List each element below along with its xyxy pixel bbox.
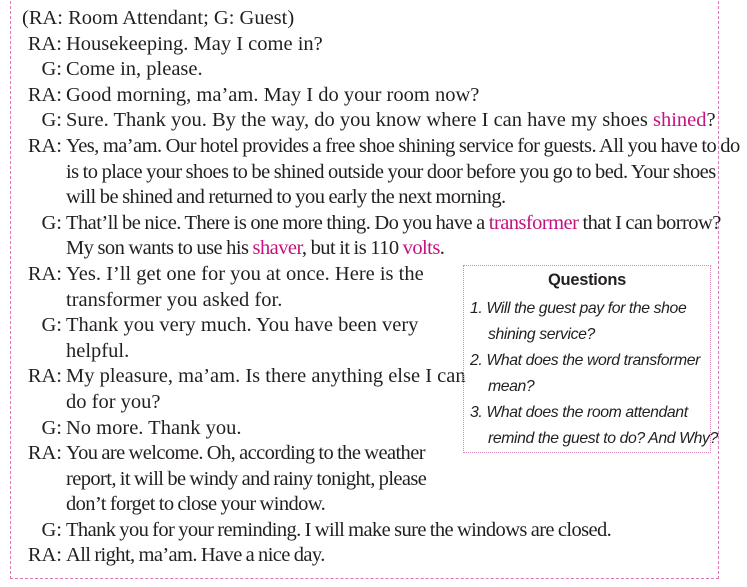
line-text: is to place your shoes to be shined outside your door before you go to bed. Your shoes: [66, 160, 716, 183]
question-item-continued: [470, 322, 710, 348]
highlighted-word: volts: [402, 237, 440, 260]
speaker-label: RA:: [27, 365, 62, 388]
speaker-label: RA:: [27, 544, 62, 567]
speaker-label: RA:: [27, 32, 62, 55]
question-text: remind the guest to do? And Why?: [488, 430, 718, 447]
speaker-label: RA:: [27, 134, 62, 157]
highlighted-word: shaver: [252, 237, 302, 260]
highlighted-word: shined: [652, 109, 707, 132]
line-text: do for you?: [66, 390, 161, 413]
speaker-label: G:: [41, 518, 62, 541]
text-segment: That’ll be nice. There is one more thing. Do you have a: [66, 211, 489, 234]
question-number: 3.: [470, 404, 483, 421]
dialogue-line: [22, 543, 722, 569]
text-segment: Sure. Thank you. By the way, do you know where I can have my shoes: [66, 109, 653, 132]
speaker-label: G:: [41, 211, 62, 234]
line-text: helpful.: [66, 339, 130, 362]
line-text: My pleasure, ma’am. Is there anything else I can: [66, 365, 466, 388]
line-text: All right, ma’am. Have a nice day.: [66, 544, 325, 567]
dialogue-line-continued: [22, 467, 722, 493]
dialogue-line: [22, 108, 722, 134]
speaker-label: G:: [41, 109, 62, 132]
line-text: don’t forget to close your window.: [66, 493, 326, 516]
line-text: Yes. I’ll get one for you at once. Here is the: [66, 262, 424, 285]
line-text: Good morning, ma’am. May I do your room now?: [66, 83, 480, 106]
line-text: [66, 109, 716, 131]
line-text: [66, 237, 444, 259]
text-segment: that I can borrow?: [578, 211, 721, 234]
dialogue-line-continued: [22, 492, 722, 518]
question-text: Will the guest pay for the shoe: [486, 300, 687, 317]
line-text: Thank you very much. You have been very: [66, 314, 419, 337]
dialogue-line: [22, 57, 722, 83]
dialogue-line: [22, 211, 722, 237]
dialogue-line: [22, 83, 722, 109]
dialogue-line-continued: [22, 185, 722, 211]
text-segment: .: [439, 237, 445, 260]
speaker-legend: [22, 6, 722, 32]
question-number: 2.: [470, 352, 483, 369]
dialogue-line-continued: [22, 160, 722, 186]
speaker-label: G:: [41, 58, 62, 81]
text-segment: ?: [706, 109, 716, 132]
speaker-label: RA:: [27, 442, 62, 465]
text-segment: , but it is 110: [301, 237, 403, 260]
question-item: [470, 296, 710, 322]
question-text: What does the word transformer: [486, 352, 701, 369]
question-number: 1.: [470, 300, 483, 317]
line-text: Housekeeping. May I come in?: [66, 32, 323, 55]
legend-text: (RA: Room Attendant; G: Guest): [22, 7, 295, 29]
questions-box: [463, 265, 718, 453]
highlighted-word: transformer: [488, 211, 579, 234]
line-text: Come in, please.: [66, 58, 203, 81]
question-text: shining service?: [488, 326, 595, 343]
line-text: will be shined and returned to you early the next morning.: [66, 186, 506, 209]
speaker-label: G:: [41, 416, 62, 439]
line-text: You are welcome. Oh, according to the weather: [66, 442, 425, 465]
dialogue-line: [22, 134, 740, 160]
questions-title: Questions: [548, 271, 626, 289]
line-text: Thank you for your reminding. I will make sure the windows are closed.: [66, 518, 612, 541]
line-text: report, it will be windy and rainy tonight, please: [66, 467, 427, 490]
dialogue-line: [22, 32, 722, 58]
speaker-label: RA:: [27, 83, 62, 106]
line-text: Yes, ma’am. Our hotel provides a free shoe shining service for guests. All you have to do: [66, 134, 740, 157]
question-item-continued: [470, 374, 710, 400]
dialogue-line-continued: [22, 236, 722, 262]
question-item-continued: [470, 426, 718, 452]
question-text: mean?: [488, 378, 535, 395]
speaker-label: G:: [41, 314, 62, 337]
questions-list: [470, 296, 718, 452]
text-segment: My son wants to use his: [66, 237, 253, 260]
dialogue-line: [22, 518, 722, 544]
question-item: [470, 348, 710, 374]
line-text: [66, 212, 721, 234]
line-text: No more. Thank you.: [66, 416, 242, 439]
line-text: transformer you asked for.: [66, 288, 283, 311]
speaker-label: RA:: [27, 262, 62, 285]
question-text: What does the room attendant: [486, 404, 688, 421]
question-item: [470, 400, 710, 426]
